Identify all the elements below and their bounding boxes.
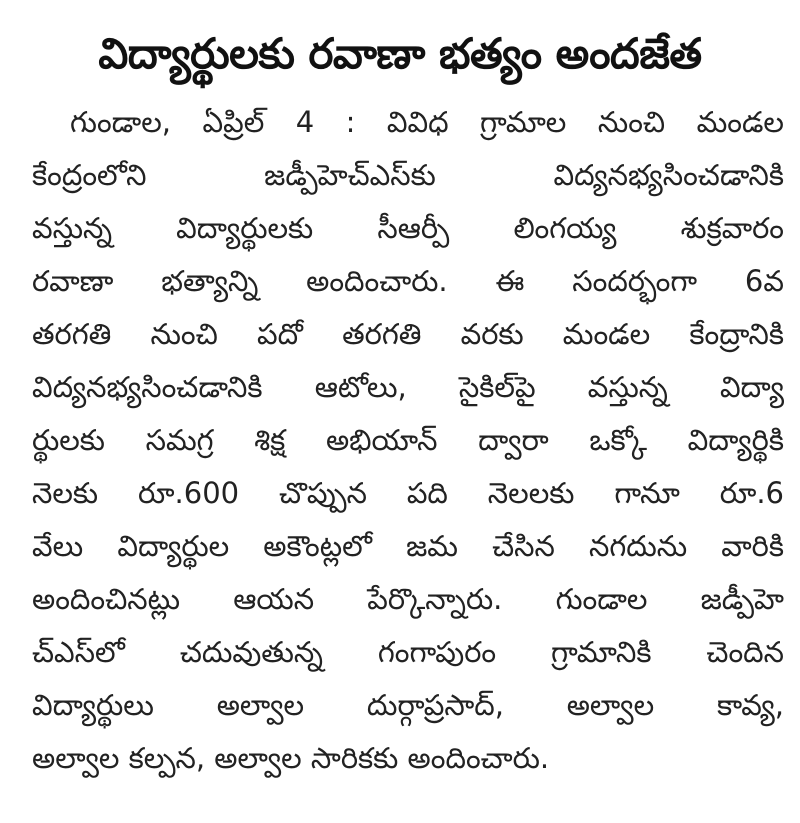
article-line: తరగతి నుంచి పదో తరగతి వరకు మండల కేంద్రానికి <box>32 317 784 351</box>
article-line: చ్ఎస్‌లో చదువుతున్న గంగాపురం గ్రామానికి చెందిన <box>32 635 784 669</box>
article-line: ర్థులకు సమగ్ర శిక్ష అభియాన్ ద్వారా ఒక్కో విద్యార్థికి <box>32 423 784 457</box>
article-line: అల్వాల కల్పన, అల్వాల సారికకు అందించారు. <box>32 741 550 775</box>
article-line: కేంద్రంలోని జడ్పీహెచ్ఎస్‌కు విద్యనభ్యసించడానికి <box>32 158 784 192</box>
article-line: విద్యార్థులు అల్వాల దుర్గాప్రసాద్, అల్వాల కావ్య, <box>32 688 784 722</box>
article-line: రవాణా భత్యాన్ని అందించారు. ఈ సందర్భంగా 6వ <box>32 264 784 298</box>
article-line: నెలకు రూ.600 చొప్పున పది నెలలకు గానూ రూ.6 <box>32 476 784 510</box>
next-article-cut-glyph <box>180 801 200 823</box>
previous-article-cut-line <box>30 0 760 8</box>
article-line: అందించినట్లు ఆయన పేర్కొన్నారు. గుండాల జడ్పీహె <box>32 582 784 616</box>
article-headline: విద్యార్థులకు రవాణా భత్యం అందజేత <box>98 29 702 78</box>
article-line: వేలు విద్యార్థుల అకౌంట్లలో జమ చేసిన నగదును వారికి <box>32 529 784 563</box>
article-line: గుండాల, ఏప్రిల్ 4 : వివిధ గ్రామాల నుంచి మండల <box>70 105 784 139</box>
article-body <box>32 96 784 785</box>
article-line: విద్యనభ్యసించడానికి ఆటోలు, సైకిల్‌పై వస్తున్న విద్యా <box>32 370 784 404</box>
article-line: వస్తున్న విద్యార్థులకు సీఆర్పీ లింగయ్య శుక్రవారం <box>32 211 784 245</box>
